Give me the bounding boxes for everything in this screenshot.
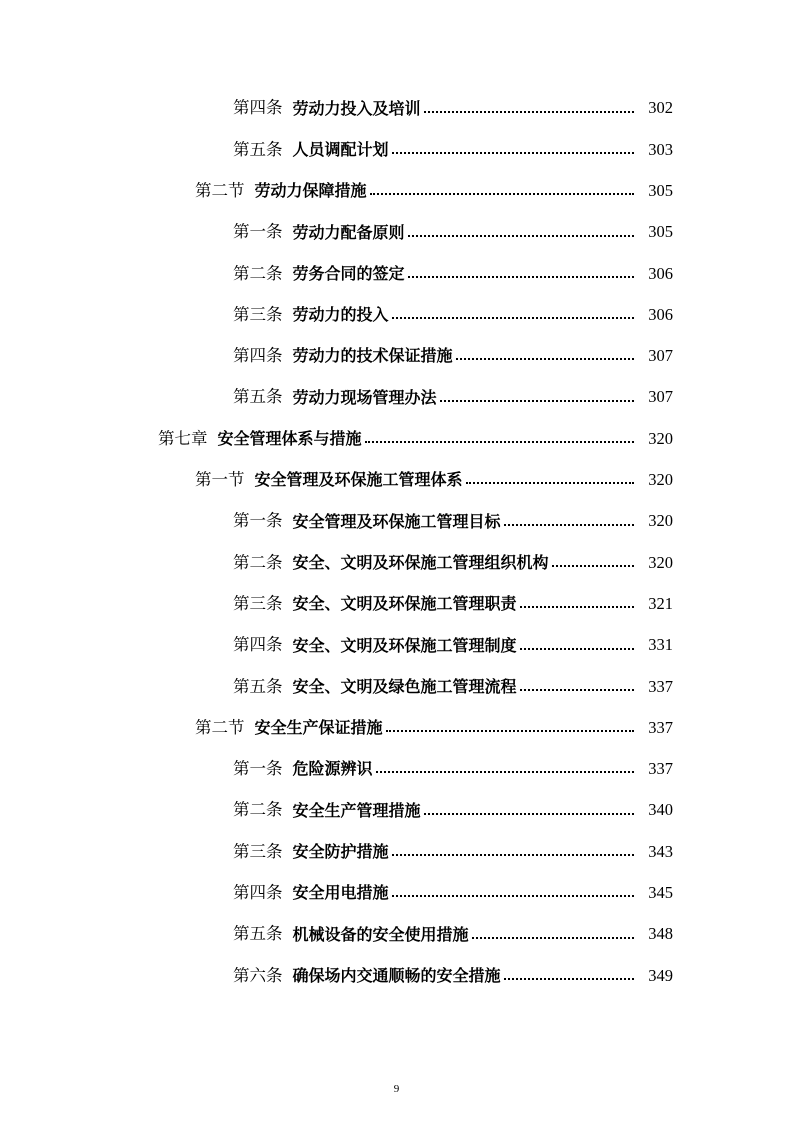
toc-entry-page: 305 [648,222,673,242]
toc-entry[interactable] [0,294,793,335]
toc-entry-page: 349 [648,965,673,985]
toc-entry[interactable] [0,460,793,501]
toc-entry-title: 劳动力配备原则 [292,222,405,242]
toc-entry-page: 343 [648,841,673,861]
toc-dot-leader [370,193,634,195]
toc-entry[interactable] [0,790,793,831]
toc-entry[interactable] [0,707,793,748]
toc-dot-leader [392,317,634,319]
toc-entry-title: 劳动力的技术保证措施 [292,346,453,366]
toc-entry-title: 劳动力保障措施 [254,181,367,201]
toc-entry-number: 第五条 [233,387,283,407]
toc-entry-number: 第五条 [233,924,283,944]
toc-entry-number: 第二条 [233,800,283,820]
toc-entry-page: 306 [648,263,673,283]
toc-entry-title: 安全防护措施 [292,841,389,861]
toc-entry-number: 第一节 [195,470,245,490]
toc-entry-page: 320 [648,511,673,531]
toc-dot-leader [392,854,634,856]
toc-entry-title: 机械设备的安全使用措施 [292,924,469,944]
toc-entry-title: 劳动力投入及培训 [292,98,421,118]
toc-entry-number: 第三条 [233,593,283,613]
toc-entry-page: 348 [648,924,673,944]
toc-entry-page: 320 [648,552,673,572]
toc-dot-leader [440,400,634,402]
toc-entry-page: 337 [648,759,673,779]
toc-entry-title: 确保场内交通顺畅的安全措施 [292,965,501,985]
toc-entry-number: 第三条 [233,841,283,861]
toc-entry-number: 第七章 [158,428,208,448]
toc-entry-number: 第五条 [233,676,283,696]
toc-entry-page: 340 [648,800,673,820]
table-of-contents [0,88,793,997]
toc-entry-title: 安全、文明及环保施工管理职责 [292,594,517,614]
toc-entry[interactable] [0,831,793,872]
toc-entry-title: 安全管理及环保施工管理目标 [292,511,501,531]
toc-entry-number: 第四条 [233,883,283,903]
toc-entry-page: 345 [648,883,673,903]
toc-entry-page: 320 [648,428,673,448]
toc-entry-title: 安全、文明及绿色施工管理流程 [292,676,517,696]
toc-entry-page: 337 [648,676,673,696]
toc-entry-title: 安全用电措施 [292,883,389,903]
toc-entry-number: 第四条 [233,346,283,366]
toc-entry[interactable] [0,88,793,129]
toc-entry[interactable] [0,666,793,707]
toc-entry[interactable] [0,418,793,459]
toc-dot-leader [520,648,634,650]
toc-entry-title: 劳动力现场管理办法 [292,387,437,407]
page-number: 9 [393,1083,400,1095]
toc-dot-leader [365,441,634,443]
toc-entry[interactable] [0,914,793,955]
toc-entry-title: 人员调配计划 [292,139,389,159]
toc-entry-number: 第五条 [233,139,283,159]
toc-dot-leader [520,689,634,691]
toc-entry-page: 307 [648,387,673,407]
toc-entry-title: 安全生产保证措施 [254,718,383,738]
toc-dot-leader [408,235,634,237]
toc-entry[interactable] [0,542,793,583]
toc-entry[interactable] [0,955,793,996]
toc-dot-leader [520,606,634,608]
toc-entry-number: 第二条 [233,263,283,283]
toc-dot-leader [386,730,634,732]
toc-entry-number: 第三条 [233,304,283,324]
toc-entry-title: 安全、文明及环保施工管理制度 [292,635,517,655]
toc-entry-number: 第二节 [195,180,245,200]
toc-dot-leader [392,895,634,897]
toc-entry[interactable] [0,171,793,212]
toc-entry-number: 第二条 [233,552,283,572]
toc-entry[interactable] [0,253,793,294]
toc-entry-page: 303 [648,139,673,159]
toc-dot-leader [376,771,634,773]
toc-dot-leader [392,152,634,154]
toc-dot-leader [456,358,634,360]
toc-entry-number: 第一条 [233,759,283,779]
toc-entry-page: 305 [648,180,673,200]
toc-entry-number: 第四条 [233,635,283,655]
toc-entry[interactable] [0,873,793,914]
toc-entry-title: 安全生产管理措施 [292,800,421,820]
toc-entry-number: 第一条 [233,511,283,531]
toc-entry-title: 安全、文明及环保施工管理组织机构 [292,552,549,572]
toc-entry[interactable] [0,212,793,253]
toc-dot-leader [424,111,634,113]
toc-entry-title: 劳务合同的签定 [292,263,405,283]
toc-entry[interactable] [0,584,793,625]
toc-entry-page: 321 [648,593,673,613]
toc-entry-page: 331 [648,635,673,655]
toc-dot-leader [466,482,634,484]
toc-entry-number: 第六条 [233,965,283,985]
toc-entry-title: 劳动力的投入 [292,305,389,325]
toc-entry-page: 320 [648,470,673,490]
toc-entry-title: 危险源辨识 [292,759,373,779]
toc-dot-leader [504,978,634,980]
toc-entry[interactable] [0,336,793,377]
toc-dot-leader [504,524,634,526]
toc-entry-title: 安全管理及环保施工管理体系 [254,470,463,490]
toc-entry-number: 第四条 [233,98,283,118]
toc-entry[interactable] [0,625,793,666]
toc-entry[interactable] [0,377,793,418]
toc-entry-number: 第二节 [195,717,245,737]
toc-entry-page: 337 [648,717,673,737]
toc-dot-leader [552,565,634,567]
toc-dot-leader [424,813,634,815]
toc-entry-number: 第一条 [233,222,283,242]
toc-entry-page: 307 [648,346,673,366]
toc-entry[interactable] [0,749,793,790]
toc-entry-page: 306 [648,304,673,324]
toc-entry[interactable] [0,501,793,542]
toc-dot-leader [472,937,634,939]
toc-entry[interactable] [0,129,793,170]
toc-entry-title: 安全管理体系与措施 [217,429,362,449]
toc-dot-leader [408,276,634,278]
toc-entry-page: 302 [648,98,673,118]
